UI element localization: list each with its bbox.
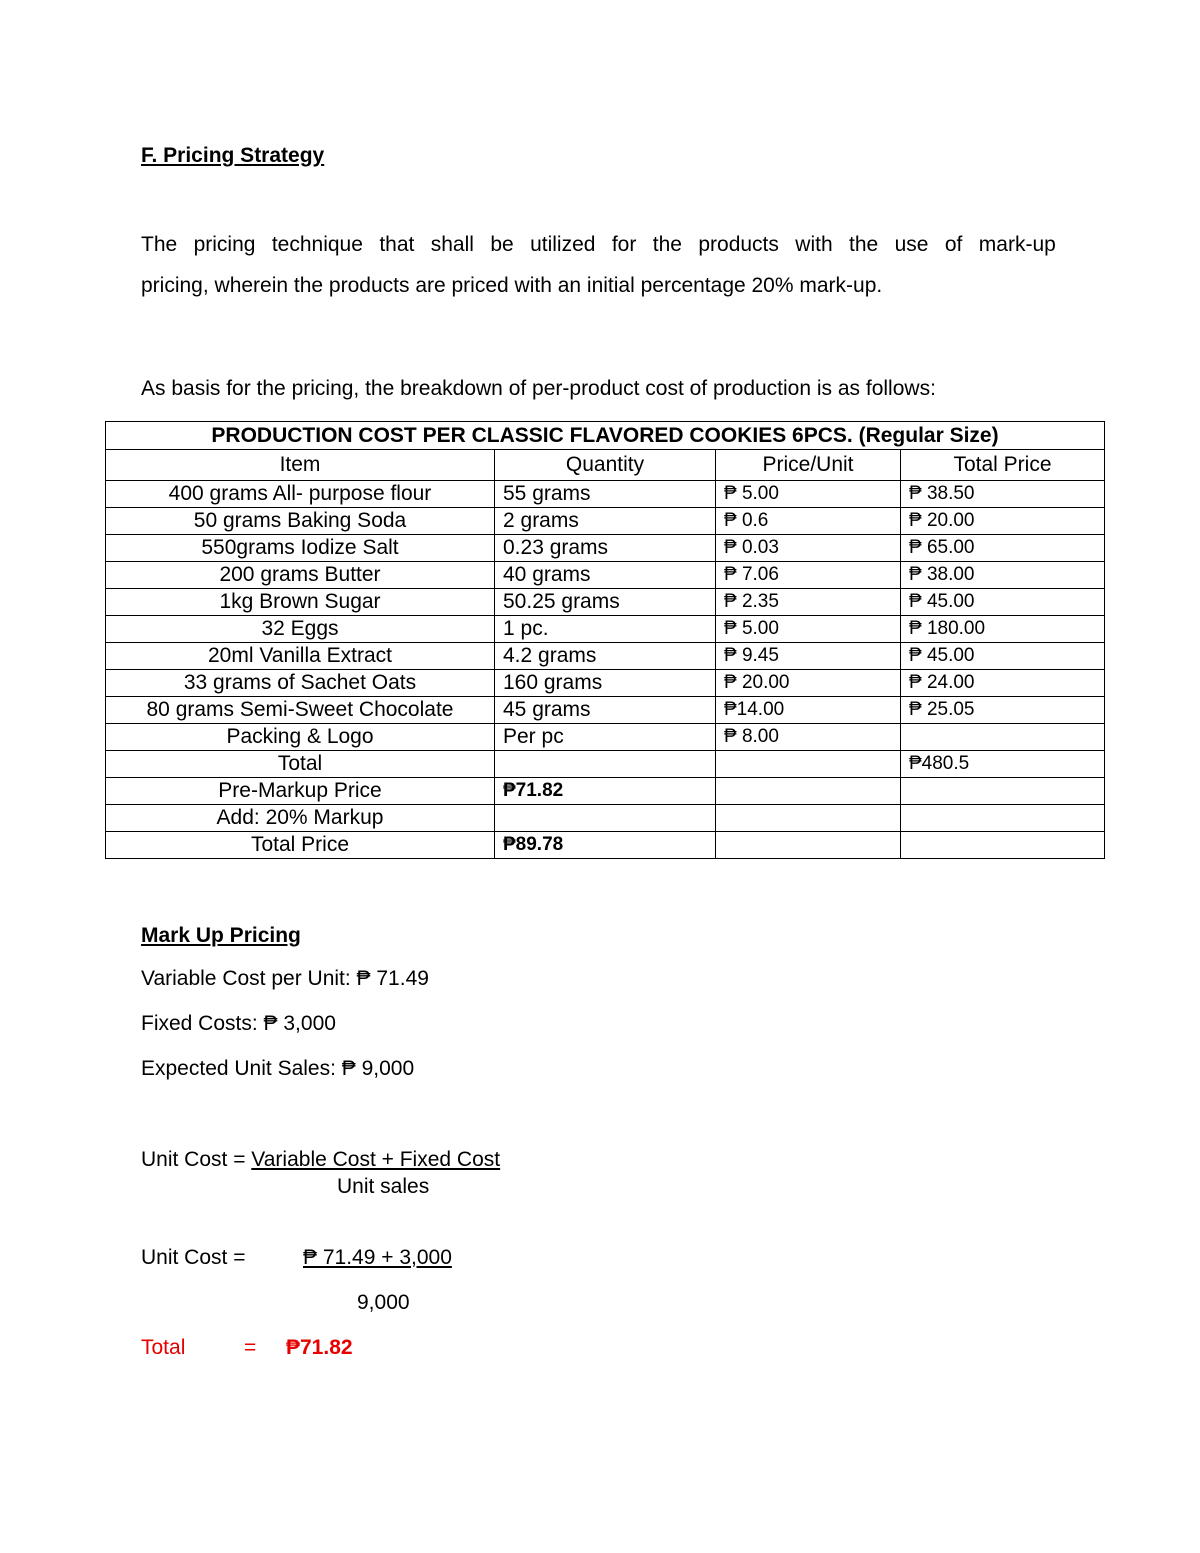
intro-line-1 [141, 233, 1056, 257]
table-row [106, 751, 1105, 778]
cell-total-price [901, 805, 1105, 832]
cell-total-price [901, 832, 1105, 859]
cell-quantity: 40 grams [495, 562, 716, 589]
cell-price-unit: ₱ 0.03 [716, 535, 901, 562]
cell-quantity [495, 751, 716, 778]
intro-word: with [795, 233, 833, 256]
cell-price-unit: ₱ 2.35 [716, 589, 901, 616]
cell-price-unit [716, 751, 901, 778]
table-row [106, 670, 1105, 697]
total-value: ₱71.82 [286, 1336, 353, 1359]
cell-price-unit [716, 832, 901, 859]
table-row [106, 724, 1105, 751]
table-row [106, 778, 1105, 805]
variable-cost: Variable Cost per Unit: ₱ 71.49 [141, 967, 429, 990]
cell-quantity: 1 pc. [495, 616, 716, 643]
intro-word: the [849, 233, 879, 256]
header-quantity: Quantity [495, 450, 716, 481]
cell-item: Pre-Markup Price [106, 778, 495, 805]
header-item: Item [106, 450, 495, 481]
cell-quantity: 50.25 grams [495, 589, 716, 616]
cell-item: 400 grams All- purpose flour [106, 481, 495, 508]
cell-quantity: ₱89.78 [495, 832, 716, 859]
table-row [106, 508, 1105, 535]
intro-word: be [490, 233, 514, 256]
intro-word: products [698, 233, 779, 256]
table-row [106, 562, 1105, 589]
intro-line-2: pricing, wherein the products are priced with an initial percentage 20% mark-up. [141, 274, 883, 297]
cell-item: 32 Eggs [106, 616, 495, 643]
table-row [106, 805, 1105, 832]
cell-total-price: ₱ 25.05 [901, 697, 1105, 724]
fixed-costs: Fixed Costs: ₱ 3,000 [141, 1012, 336, 1035]
cell-total-price: ₱ 24.00 [901, 670, 1105, 697]
intro-word: shall [430, 233, 474, 256]
cell-price-unit: ₱ 8.00 [716, 724, 901, 751]
cell-price-unit: ₱ 20.00 [716, 670, 901, 697]
cell-quantity [495, 805, 716, 832]
cell-price-unit [716, 805, 901, 832]
cell-price-unit: ₱ 9.45 [716, 643, 901, 670]
cell-item: 550grams Iodize Salt [106, 535, 495, 562]
cell-price-unit: ₱ 7.06 [716, 562, 901, 589]
cell-quantity: 4.2 grams [495, 643, 716, 670]
cell-quantity: 160 grams [495, 670, 716, 697]
calc-denominator: 9,000 [357, 1291, 410, 1314]
cell-item: 200 grams Butter [106, 562, 495, 589]
intro-word: mark-up [978, 233, 1056, 256]
cell-item: Packing & Logo [106, 724, 495, 751]
cell-price-unit: ₱ 5.00 [716, 481, 901, 508]
formula-label: Unit Cost = [141, 1148, 252, 1171]
markup-heading: Mark Up Pricing [141, 924, 301, 947]
table-row [106, 616, 1105, 643]
cell-total-price: ₱ 65.00 [901, 535, 1105, 562]
expected-sales: Expected Unit Sales: ₱ 9,000 [141, 1057, 415, 1080]
cell-total-price: ₱ 38.50 [901, 481, 1105, 508]
cell-quantity: 55 grams [495, 481, 716, 508]
cell-item: 33 grams of Sachet Oats [106, 670, 495, 697]
cell-item: Total [106, 751, 495, 778]
intro-word: utilized [530, 233, 596, 256]
cell-item: 20ml Vanilla Extract [106, 643, 495, 670]
cell-item: 50 grams Baking Soda [106, 508, 495, 535]
table-row [106, 832, 1105, 859]
table-row [106, 481, 1105, 508]
header-price-unit: Price/Unit [716, 450, 901, 481]
cell-item: Total Price [106, 832, 495, 859]
cell-total-price [901, 778, 1105, 805]
cell-total-price [901, 724, 1105, 751]
total-equals: = [244, 1336, 257, 1359]
table-title: PRODUCTION COST PER CLASSIC FLAVORED COOKIES 6PCS. (Regular Size) [106, 422, 1105, 450]
cell-quantity: 45 grams [495, 697, 716, 724]
intro-word: the [652, 233, 682, 256]
cell-total-price: ₱ 20.00 [901, 508, 1105, 535]
table-row [106, 643, 1105, 670]
cell-quantity: 0.23 grams [495, 535, 716, 562]
cell-total-price: ₱480.5 [901, 751, 1105, 778]
cell-quantity: Per pc [495, 724, 716, 751]
total-label: Total [141, 1336, 186, 1359]
calc-numerator: ₱ 71.49 + 3,000 [303, 1246, 452, 1269]
cell-item: Add: 20% Markup [106, 805, 495, 832]
intro-word: The [141, 233, 178, 256]
formula-line [141, 1148, 500, 1172]
table-row [106, 589, 1105, 616]
intro-word: pricing [193, 233, 256, 256]
intro-word: technique [271, 233, 363, 256]
cell-total-price: ₱ 45.00 [901, 589, 1105, 616]
section-heading: F. Pricing Strategy [141, 144, 325, 167]
cell-item: 1kg Brown Sugar [106, 589, 495, 616]
intro-word: use [894, 233, 929, 256]
basis-text: As basis for the pricing, the breakdown of per-product cost of production is as follows: [141, 377, 936, 400]
intro-word: of [944, 233, 963, 256]
cell-price-unit: ₱ 0.6 [716, 508, 901, 535]
production-cost-table [105, 421, 1105, 859]
cell-quantity: ₱71.82 [495, 778, 716, 805]
cell-price-unit [716, 778, 901, 805]
intro-word: for [611, 233, 637, 256]
header-total-price: Total Price [901, 450, 1105, 481]
calc-label: Unit Cost = [141, 1246, 246, 1269]
cell-price-unit: ₱ 5.00 [716, 616, 901, 643]
cell-total-price: ₱ 180.00 [901, 616, 1105, 643]
table-row [106, 697, 1105, 724]
table-row [106, 535, 1105, 562]
cell-total-price: ₱ 38.00 [901, 562, 1105, 589]
cell-quantity: 2 grams [495, 508, 716, 535]
formula-denominator: Unit sales [337, 1175, 430, 1198]
cell-item: 80 grams Semi-Sweet Chocolate [106, 697, 495, 724]
cell-price-unit: ₱14.00 [716, 697, 901, 724]
formula-numerator: Variable Cost + Fixed Cost [251, 1148, 501, 1171]
intro-word: that [379, 233, 415, 256]
cell-total-price: ₱ 45.00 [901, 643, 1105, 670]
